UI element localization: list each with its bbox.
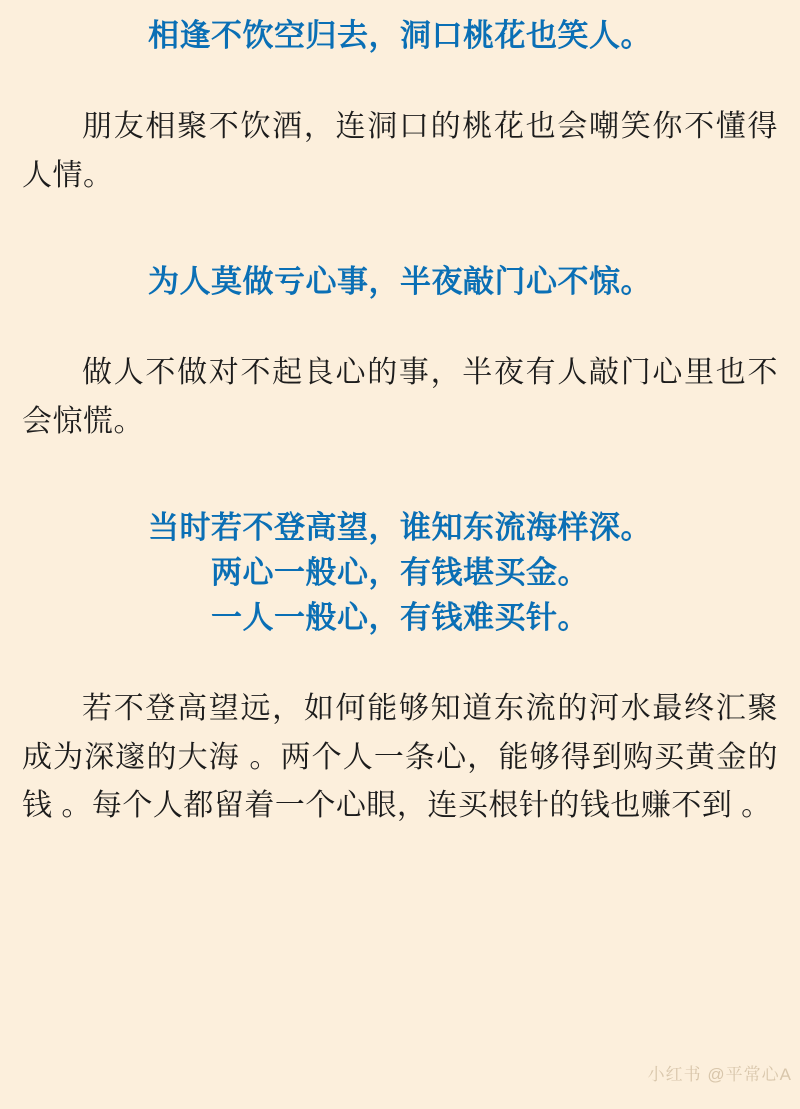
prose-paragraph-2: 做人不做对不起良心的事，半夜有人敲门心里也不会惊慌。 [22, 356, 778, 438]
prose-paragraph-1: 朋友相聚不饮酒，连洞口的桃花也会嘲笑你不懂得人情。 [22, 109, 778, 192]
spacer [22, 446, 778, 506]
verse-block-1 [22, 14, 778, 59]
spacer [22, 305, 778, 349]
prose-paragraph-3: 若不登高望远，如何能够知道东流的河水最终汇聚成为深邃的大海 。两个人一条心，能够得到购买黄金的钱 。每个人都留着一个心眼，连买根针的钱也赚不到 。 [22, 692, 778, 823]
verse-line: 当时若不登高望，谁知东流海样深。 [148, 510, 652, 546]
watermark: 小红书 @平常心A [647, 1065, 792, 1084]
verse-line: 相逢不饮空归去，洞口桃花也笑人。 [148, 18, 652, 53]
verse-block-3 [22, 506, 778, 641]
verse-line: 为人莫做亏心事，半夜敲门心不惊。 [148, 264, 652, 300]
spacer [22, 641, 778, 685]
spacer [22, 200, 778, 260]
verse-line: 两心一般心，有钱堪买金。 [211, 555, 589, 591]
verse-block-2 [22, 260, 778, 305]
verse-line: 一人一般心，有钱难买针。 [211, 600, 589, 636]
spacer [22, 59, 778, 103]
